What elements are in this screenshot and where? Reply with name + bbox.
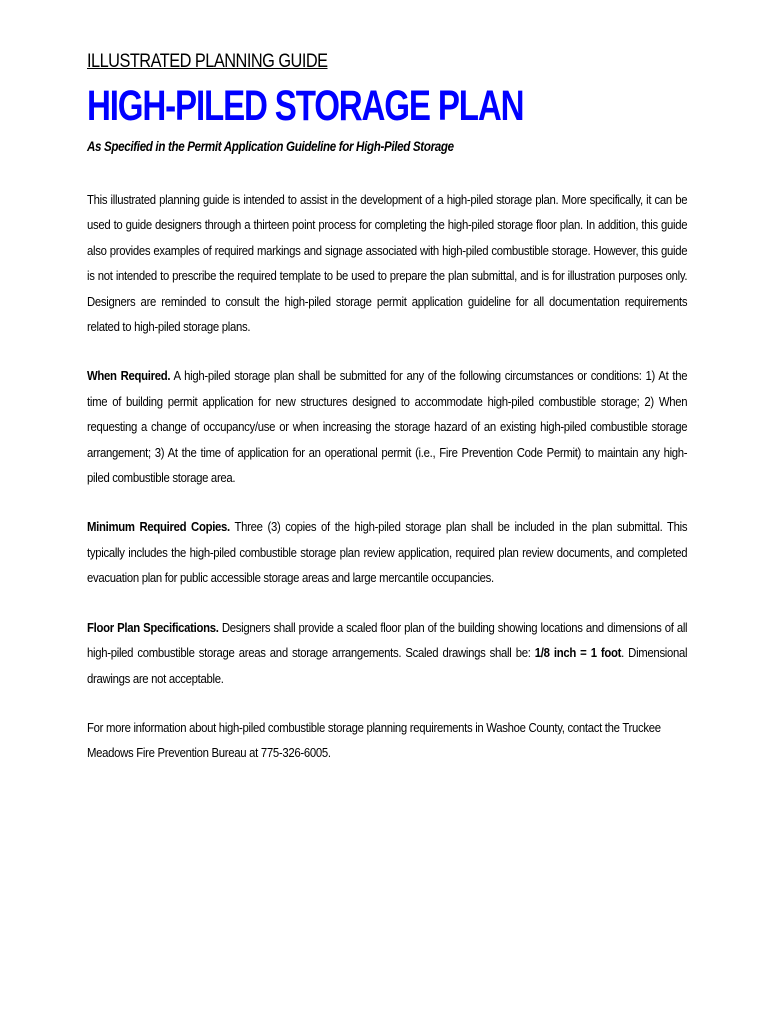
document-page <box>87 50 687 762</box>
floor-plan-scale: 1/8 inch = 1 foot <box>534 645 622 661</box>
when-required-text: A high-piled storage plan shall be submitted for any of the following circumstances or conditions: 1) At the time of building permit application for new structures designed to accommodate high-piled combustible storage; 2) When requesting a change of occupancy/use or when increasing the storage hazard of an existing high-piled combustible storage arrangement; 3) At the time of application for an operational permit (i.e., Fire Prevention Code Permit) to maintain any high-piled combustible storage area. <box>87 368 688 486</box>
floor-plan-text-after: . Dimensional drawings are not acceptable. <box>87 645 688 686</box>
when-required-heading: When Required. <box>87 368 171 384</box>
when-required-paragraph <box>87 363 687 490</box>
minimum-copies-text: Three (3) copies of the high-piled storage plan shall be included in the plan submittal. This typically includes the high-piled combustible storage plan review application, required plan review documents, and completed evacuation plan for public accessible storage areas and large mercantile occupancies. <box>87 519 688 586</box>
floor-plan-paragraph <box>87 615 687 691</box>
contact-paragraph: For more information about high-piled combustible storage planning requirements in Washoe County, contact the Truckee Meadows Fire Prevention Bureau at 775-326-6005. <box>87 719 661 761</box>
page-subtitle: As Specified in the Permit Application Guideline for High-Piled Storage <box>87 139 454 154</box>
floor-plan-text-before: Designers shall provide a scaled floor plan of the building showing locations and dimensions of all high-piled combustible storage areas and storage arrangements. Scaled drawings shall be: <box>87 619 688 661</box>
page-title: HIGH-PILED STORAGE PLAN <box>87 82 524 130</box>
minimum-copies-paragraph <box>87 514 687 590</box>
intro-paragraph: This illustrated planning guide is intended to assist in the development of a high-piled storage plan. More specifically, it can be used to guide designers through a thirteen point process for completing the high-piled storage floor plan. In addition, this guide also provides examples of required markings and signage associated with high-piled combustible storage. However, this guide is not intended to prescribe the required template to be used to prepare the plan submittal, and is for illustration purposes only. Designers are reminded to consult the high-piled storage permit application guideline for all documentation requirements related to high-piled storage plans. <box>87 192 688 335</box>
floor-plan-heading: Floor Plan Specifications. <box>87 619 219 635</box>
guide-kicker: ILLUSTRATED PLANNING GUIDE <box>87 51 328 72</box>
minimum-copies-heading: Minimum Required Copies. <box>87 519 230 535</box>
